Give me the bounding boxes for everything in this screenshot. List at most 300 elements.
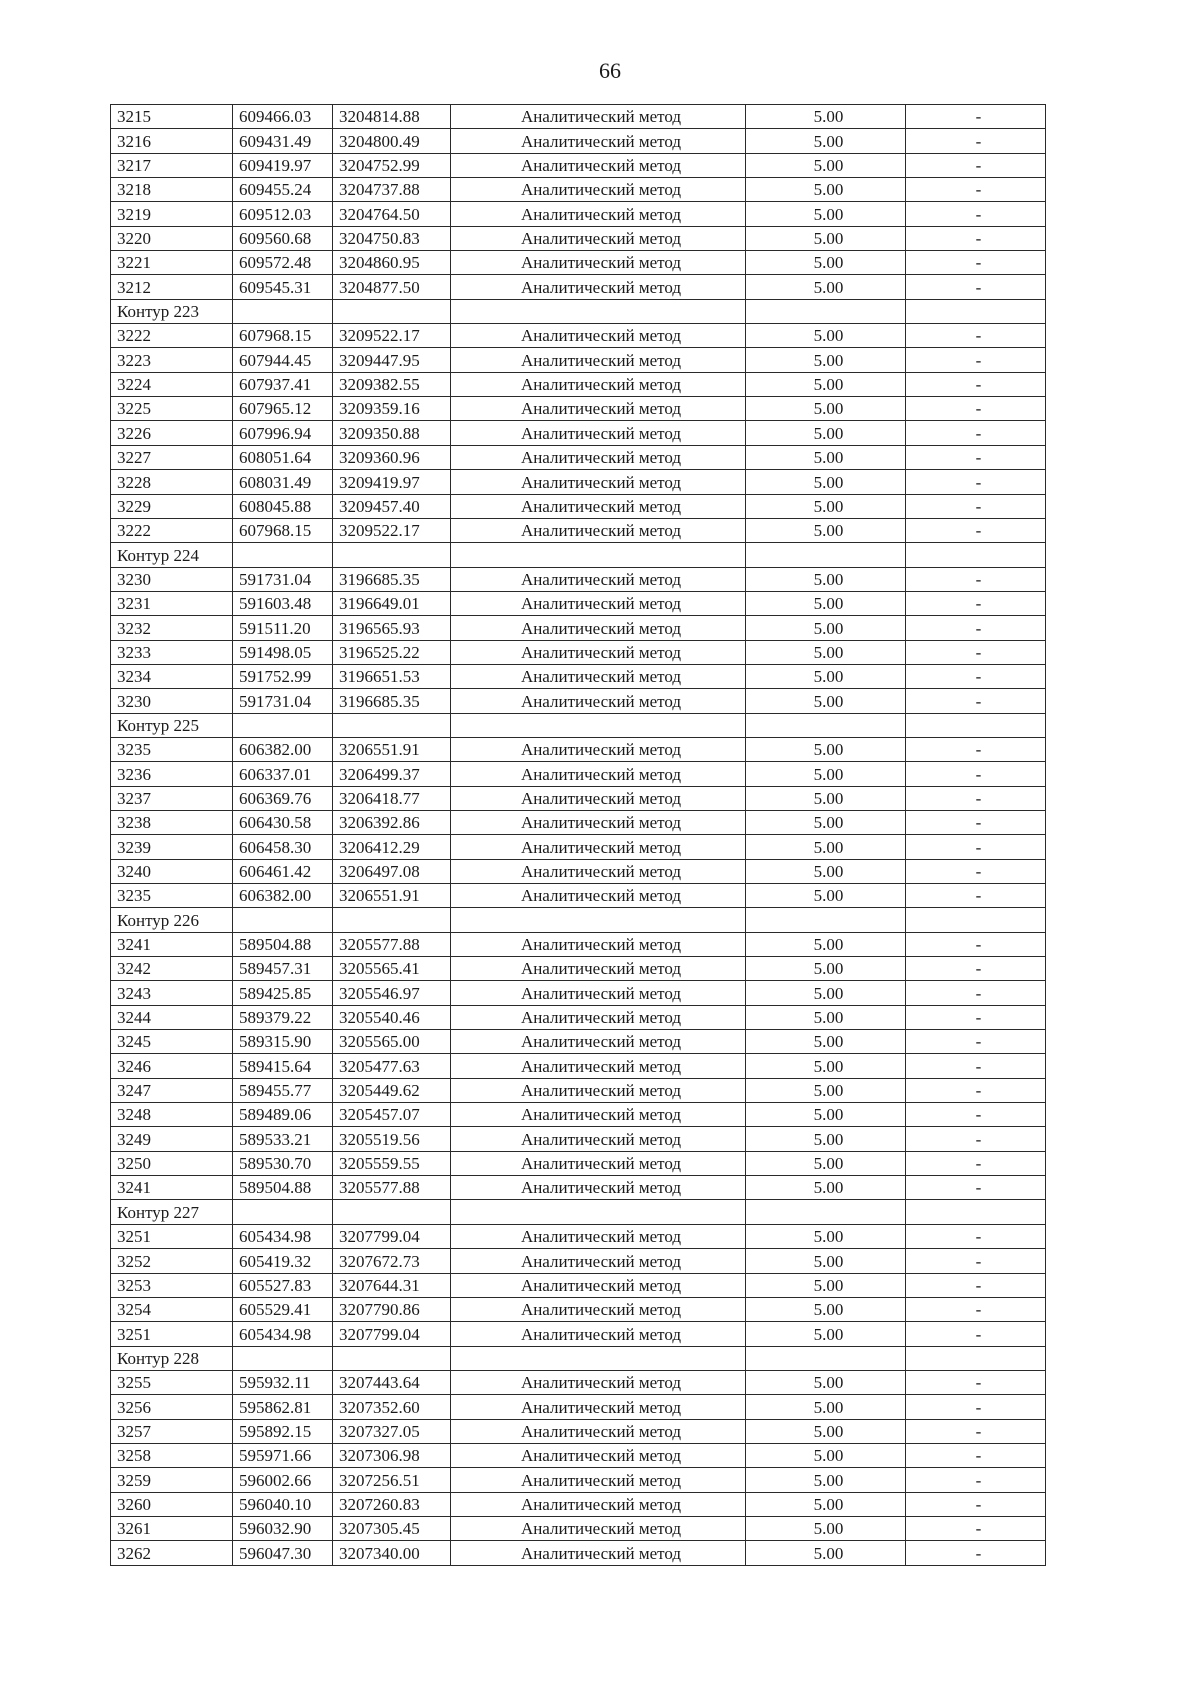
error-cell: 5.00 — [746, 1078, 906, 1102]
x-coordinate-cell: 589504.88 — [233, 932, 333, 956]
empty-cell — [333, 1200, 451, 1224]
table-row — [111, 226, 1046, 250]
method-cell: Аналитический метод — [451, 1127, 746, 1151]
x-coordinate-cell: 607965.12 — [233, 397, 333, 421]
method-cell: Аналитический метод — [451, 1419, 746, 1443]
dash-cell: - — [906, 1297, 1046, 1321]
table-row — [111, 348, 1046, 372]
contour-label: Контур 227 — [111, 1200, 233, 1224]
error-cell: 5.00 — [746, 251, 906, 275]
y-coordinate-cell: 3206551.91 — [333, 737, 451, 761]
contour-header-row — [111, 908, 1046, 932]
point-number-cell: 3253 — [111, 1273, 233, 1297]
dash-cell: - — [906, 251, 1046, 275]
method-cell: Аналитический метод — [451, 494, 746, 518]
x-coordinate-cell: 609455.24 — [233, 178, 333, 202]
table-row — [111, 202, 1046, 226]
dash-cell: - — [906, 1030, 1046, 1054]
error-cell: 5.00 — [746, 348, 906, 372]
y-coordinate-cell: 3204737.88 — [333, 178, 451, 202]
method-cell: Аналитический метод — [451, 737, 746, 761]
point-number-cell: 3235 — [111, 737, 233, 761]
point-number-cell: 3254 — [111, 1297, 233, 1321]
x-coordinate-cell: 607968.15 — [233, 518, 333, 542]
y-coordinate-cell: 3206499.37 — [333, 762, 451, 786]
y-coordinate-cell: 3209522.17 — [333, 518, 451, 542]
method-cell: Аналитический метод — [451, 1054, 746, 1078]
y-coordinate-cell: 3209457.40 — [333, 494, 451, 518]
method-cell: Аналитический метод — [451, 616, 746, 640]
table-row — [111, 1443, 1046, 1467]
point-number-cell: 3251 — [111, 1224, 233, 1248]
point-number-cell: 3222 — [111, 518, 233, 542]
point-number-cell: 3219 — [111, 202, 233, 226]
x-coordinate-cell: 591511.20 — [233, 616, 333, 640]
empty-cell — [233, 908, 333, 932]
y-coordinate-cell: 3205577.88 — [333, 932, 451, 956]
error-cell: 5.00 — [746, 421, 906, 445]
empty-cell — [233, 299, 333, 323]
point-number-cell: 3241 — [111, 1176, 233, 1200]
contour-header-row — [111, 1200, 1046, 1224]
empty-cell — [233, 1200, 333, 1224]
y-coordinate-cell: 3204814.88 — [333, 105, 451, 129]
empty-cell — [906, 299, 1046, 323]
point-number-cell: 3229 — [111, 494, 233, 518]
x-coordinate-cell: 605527.83 — [233, 1273, 333, 1297]
empty-cell — [233, 713, 333, 737]
method-cell: Аналитический метод — [451, 1151, 746, 1175]
table-row — [111, 1103, 1046, 1127]
y-coordinate-cell: 3205559.55 — [333, 1151, 451, 1175]
point-number-cell: 3222 — [111, 324, 233, 348]
y-coordinate-cell: 3209447.95 — [333, 348, 451, 372]
error-cell: 5.00 — [746, 1468, 906, 1492]
empty-cell — [746, 1346, 906, 1370]
method-cell: Аналитический метод — [451, 1030, 746, 1054]
y-coordinate-cell: 3209419.97 — [333, 470, 451, 494]
point-number-cell: 3247 — [111, 1078, 233, 1102]
point-number-cell: 3227 — [111, 445, 233, 469]
empty-cell — [333, 713, 451, 737]
method-cell: Аналитический метод — [451, 397, 746, 421]
error-cell: 5.00 — [746, 884, 906, 908]
y-coordinate-cell: 3207256.51 — [333, 1468, 451, 1492]
table-row — [111, 153, 1046, 177]
empty-cell — [451, 713, 746, 737]
method-cell: Аналитический метод — [451, 835, 746, 859]
x-coordinate-cell: 606382.00 — [233, 737, 333, 761]
x-coordinate-cell: 589415.64 — [233, 1054, 333, 1078]
table-row — [111, 957, 1046, 981]
x-coordinate-cell: 607937.41 — [233, 372, 333, 396]
table-row — [111, 1054, 1046, 1078]
y-coordinate-cell: 3196565.93 — [333, 616, 451, 640]
error-cell: 5.00 — [746, 835, 906, 859]
dash-cell: - — [906, 153, 1046, 177]
table-row — [111, 1468, 1046, 1492]
empty-cell — [233, 543, 333, 567]
y-coordinate-cell: 3206497.08 — [333, 859, 451, 883]
point-number-cell: 3230 — [111, 689, 233, 713]
empty-cell — [746, 713, 906, 737]
table-row — [111, 397, 1046, 421]
dash-cell: - — [906, 372, 1046, 396]
contour-header-row — [111, 543, 1046, 567]
dash-cell: - — [906, 445, 1046, 469]
dash-cell: - — [906, 957, 1046, 981]
table-row — [111, 810, 1046, 834]
point-number-cell: 3216 — [111, 129, 233, 153]
dash-cell: - — [906, 1249, 1046, 1273]
empty-cell — [233, 1346, 333, 1370]
x-coordinate-cell: 591603.48 — [233, 591, 333, 615]
method-cell: Аналитический метод — [451, 1468, 746, 1492]
method-cell: Аналитический метод — [451, 567, 746, 591]
method-cell: Аналитический метод — [451, 445, 746, 469]
x-coordinate-cell: 606430.58 — [233, 810, 333, 834]
x-coordinate-cell: 605419.32 — [233, 1249, 333, 1273]
point-number-cell: 3233 — [111, 640, 233, 664]
x-coordinate-cell: 608051.64 — [233, 445, 333, 469]
dash-cell: - — [906, 567, 1046, 591]
point-number-cell: 3248 — [111, 1103, 233, 1127]
y-coordinate-cell: 3207443.64 — [333, 1370, 451, 1394]
x-coordinate-cell: 607968.15 — [233, 324, 333, 348]
y-coordinate-cell: 3206551.91 — [333, 884, 451, 908]
y-coordinate-cell: 3207340.00 — [333, 1541, 451, 1565]
dash-cell: - — [906, 397, 1046, 421]
contour-label: Контур 228 — [111, 1346, 233, 1370]
table-row — [111, 105, 1046, 129]
dash-cell: - — [906, 835, 1046, 859]
method-cell: Аналитический метод — [451, 664, 746, 688]
dash-cell: - — [906, 129, 1046, 153]
table-row — [111, 1005, 1046, 1029]
x-coordinate-cell: 591752.99 — [233, 664, 333, 688]
table-row — [111, 1030, 1046, 1054]
method-cell: Аналитический метод — [451, 202, 746, 226]
point-number-cell: 3225 — [111, 397, 233, 421]
empty-cell — [906, 908, 1046, 932]
x-coordinate-cell: 609466.03 — [233, 105, 333, 129]
dash-cell: - — [906, 859, 1046, 883]
y-coordinate-cell: 3209382.55 — [333, 372, 451, 396]
point-number-cell: 3257 — [111, 1419, 233, 1443]
dash-cell: - — [906, 226, 1046, 250]
point-number-cell: 3259 — [111, 1468, 233, 1492]
dash-cell: - — [906, 1492, 1046, 1516]
error-cell: 5.00 — [746, 129, 906, 153]
method-cell: Аналитический метод — [451, 1273, 746, 1297]
method-cell: Аналитический метод — [451, 689, 746, 713]
dash-cell: - — [906, 1176, 1046, 1200]
y-coordinate-cell: 3209360.96 — [333, 445, 451, 469]
table-row — [111, 835, 1046, 859]
contour-label: Контур 223 — [111, 299, 233, 323]
method-cell: Аналитический метод — [451, 1297, 746, 1321]
point-number-cell: 3237 — [111, 786, 233, 810]
dash-cell: - — [906, 494, 1046, 518]
error-cell: 5.00 — [746, 567, 906, 591]
method-cell: Аналитический метод — [451, 1103, 746, 1127]
point-number-cell: 3220 — [111, 226, 233, 250]
x-coordinate-cell: 589379.22 — [233, 1005, 333, 1029]
dash-cell: - — [906, 1516, 1046, 1540]
dash-cell: - — [906, 762, 1046, 786]
x-coordinate-cell: 589455.77 — [233, 1078, 333, 1102]
point-number-cell: 3255 — [111, 1370, 233, 1394]
method-cell: Аналитический метод — [451, 470, 746, 494]
error-cell: 5.00 — [746, 762, 906, 786]
error-cell: 5.00 — [746, 1541, 906, 1565]
method-cell: Аналитический метод — [451, 105, 746, 129]
empty-cell — [451, 299, 746, 323]
y-coordinate-cell: 3205519.56 — [333, 1127, 451, 1151]
method-cell: Аналитический метод — [451, 591, 746, 615]
point-number-cell: 3242 — [111, 957, 233, 981]
x-coordinate-cell: 589504.88 — [233, 1176, 333, 1200]
table-row — [111, 884, 1046, 908]
x-coordinate-cell: 609419.97 — [233, 153, 333, 177]
error-cell: 5.00 — [746, 1103, 906, 1127]
contour-label: Контур 225 — [111, 713, 233, 737]
x-coordinate-cell: 609545.31 — [233, 275, 333, 299]
table-row — [111, 1078, 1046, 1102]
y-coordinate-cell: 3207644.31 — [333, 1273, 451, 1297]
y-coordinate-cell: 3205565.00 — [333, 1030, 451, 1054]
dash-cell: - — [906, 664, 1046, 688]
y-coordinate-cell: 3205565.41 — [333, 957, 451, 981]
method-cell: Аналитический метод — [451, 178, 746, 202]
x-coordinate-cell: 605434.98 — [233, 1224, 333, 1248]
point-number-cell: 3262 — [111, 1541, 233, 1565]
x-coordinate-cell: 609560.68 — [233, 226, 333, 250]
method-cell: Аналитический метод — [451, 129, 746, 153]
x-coordinate-cell: 609572.48 — [233, 251, 333, 275]
x-coordinate-cell: 596040.10 — [233, 1492, 333, 1516]
point-number-cell: 3221 — [111, 251, 233, 275]
dash-cell: - — [906, 786, 1046, 810]
table-row — [111, 324, 1046, 348]
y-coordinate-cell: 3206418.77 — [333, 786, 451, 810]
contour-label: Контур 224 — [111, 543, 233, 567]
error-cell: 5.00 — [746, 1273, 906, 1297]
table-body — [111, 105, 1046, 1566]
table-row — [111, 786, 1046, 810]
method-cell: Аналитический метод — [451, 1516, 746, 1540]
y-coordinate-cell: 3209359.16 — [333, 397, 451, 421]
table-row — [111, 275, 1046, 299]
dash-cell: - — [906, 348, 1046, 372]
x-coordinate-cell: 606337.01 — [233, 762, 333, 786]
method-cell: Аналитический метод — [451, 324, 746, 348]
y-coordinate-cell: 3207305.45 — [333, 1516, 451, 1540]
x-coordinate-cell: 608045.88 — [233, 494, 333, 518]
dash-cell: - — [906, 1103, 1046, 1127]
method-cell: Аналитический метод — [451, 518, 746, 542]
coordinates-table-container — [110, 104, 1045, 1566]
empty-cell — [451, 1346, 746, 1370]
dash-cell: - — [906, 884, 1046, 908]
dash-cell: - — [906, 1370, 1046, 1394]
y-coordinate-cell: 3205477.63 — [333, 1054, 451, 1078]
empty-cell — [746, 1200, 906, 1224]
error-cell: 5.00 — [746, 1151, 906, 1175]
y-coordinate-cell: 3207260.83 — [333, 1492, 451, 1516]
point-number-cell: 3238 — [111, 810, 233, 834]
error-cell: 5.00 — [746, 275, 906, 299]
dash-cell: - — [906, 275, 1046, 299]
point-number-cell: 3241 — [111, 932, 233, 956]
empty-cell — [333, 1346, 451, 1370]
empty-cell — [333, 543, 451, 567]
method-cell: Аналитический метод — [451, 1249, 746, 1273]
y-coordinate-cell: 3205457.07 — [333, 1103, 451, 1127]
error-cell: 5.00 — [746, 324, 906, 348]
empty-cell — [906, 1346, 1046, 1370]
empty-cell — [451, 1200, 746, 1224]
x-coordinate-cell: 606461.42 — [233, 859, 333, 883]
y-coordinate-cell: 3204750.83 — [333, 226, 451, 250]
dash-cell: - — [906, 1419, 1046, 1443]
point-number-cell: 3256 — [111, 1395, 233, 1419]
table-row — [111, 1516, 1046, 1540]
y-coordinate-cell: 3204764.50 — [333, 202, 451, 226]
method-cell: Аналитический метод — [451, 1395, 746, 1419]
table-row — [111, 470, 1046, 494]
method-cell: Аналитический метод — [451, 957, 746, 981]
contour-header-row — [111, 1346, 1046, 1370]
method-cell: Аналитический метод — [451, 1443, 746, 1467]
x-coordinate-cell: 591731.04 — [233, 689, 333, 713]
table-row — [111, 445, 1046, 469]
method-cell: Аналитический метод — [451, 1176, 746, 1200]
table-row — [111, 518, 1046, 542]
table-row — [111, 1541, 1046, 1565]
y-coordinate-cell: 3205577.88 — [333, 1176, 451, 1200]
method-cell: Аналитический метод — [451, 932, 746, 956]
error-cell: 5.00 — [746, 957, 906, 981]
point-number-cell: 3217 — [111, 153, 233, 177]
table-row — [111, 737, 1046, 761]
dash-cell: - — [906, 1273, 1046, 1297]
x-coordinate-cell: 609431.49 — [233, 129, 333, 153]
y-coordinate-cell: 3196685.35 — [333, 689, 451, 713]
table-row — [111, 932, 1046, 956]
empty-cell — [333, 908, 451, 932]
y-coordinate-cell: 3209522.17 — [333, 324, 451, 348]
error-cell: 5.00 — [746, 786, 906, 810]
empty-cell — [333, 299, 451, 323]
error-cell: 5.00 — [746, 1054, 906, 1078]
error-cell: 5.00 — [746, 689, 906, 713]
table-row — [111, 762, 1046, 786]
dash-cell: - — [906, 1054, 1046, 1078]
y-coordinate-cell: 3206392.86 — [333, 810, 451, 834]
x-coordinate-cell: 589489.06 — [233, 1103, 333, 1127]
empty-cell — [746, 543, 906, 567]
method-cell: Аналитический метод — [451, 421, 746, 445]
y-coordinate-cell: 3207799.04 — [333, 1322, 451, 1346]
point-number-cell: 3250 — [111, 1151, 233, 1175]
error-cell: 5.00 — [746, 1370, 906, 1394]
point-number-cell: 3230 — [111, 567, 233, 591]
point-number-cell: 3228 — [111, 470, 233, 494]
contour-label: Контур 226 — [111, 908, 233, 932]
empty-cell — [451, 908, 746, 932]
method-cell: Аналитический метод — [451, 640, 746, 664]
y-coordinate-cell: 3196685.35 — [333, 567, 451, 591]
x-coordinate-cell: 589315.90 — [233, 1030, 333, 1054]
error-cell: 5.00 — [746, 518, 906, 542]
point-number-cell: 3246 — [111, 1054, 233, 1078]
x-coordinate-cell: 591731.04 — [233, 567, 333, 591]
point-number-cell: 3252 — [111, 1249, 233, 1273]
dash-cell: - — [906, 1078, 1046, 1102]
error-cell: 5.00 — [746, 1516, 906, 1540]
dash-cell: - — [906, 470, 1046, 494]
dash-cell: - — [906, 981, 1046, 1005]
y-coordinate-cell: 3207327.05 — [333, 1419, 451, 1443]
method-cell: Аналитический метод — [451, 786, 746, 810]
dash-cell: - — [906, 1127, 1046, 1151]
method-cell: Аналитический метод — [451, 1492, 746, 1516]
x-coordinate-cell: 606458.30 — [233, 835, 333, 859]
dash-cell: - — [906, 737, 1046, 761]
x-coordinate-cell: 595932.11 — [233, 1370, 333, 1394]
method-cell: Аналитический метод — [451, 275, 746, 299]
x-coordinate-cell: 605529.41 — [233, 1297, 333, 1321]
dash-cell: - — [906, 810, 1046, 834]
dash-cell: - — [906, 640, 1046, 664]
y-coordinate-cell: 3205546.97 — [333, 981, 451, 1005]
error-cell: 5.00 — [746, 178, 906, 202]
table-row — [111, 1492, 1046, 1516]
y-coordinate-cell: 3207306.98 — [333, 1443, 451, 1467]
point-number-cell: 3258 — [111, 1443, 233, 1467]
error-cell: 5.00 — [746, 591, 906, 615]
x-coordinate-cell: 605434.98 — [233, 1322, 333, 1346]
point-number-cell: 3240 — [111, 859, 233, 883]
point-number-cell: 3236 — [111, 762, 233, 786]
y-coordinate-cell: 3196651.53 — [333, 664, 451, 688]
table-row — [111, 129, 1046, 153]
y-coordinate-cell: 3207672.73 — [333, 1249, 451, 1273]
table-row — [111, 1127, 1046, 1151]
point-number-cell: 3215 — [111, 105, 233, 129]
point-number-cell: 3245 — [111, 1030, 233, 1054]
error-cell: 5.00 — [746, 1492, 906, 1516]
method-cell: Аналитический метод — [451, 810, 746, 834]
y-coordinate-cell: 3207352.60 — [333, 1395, 451, 1419]
table-row — [111, 616, 1046, 640]
dash-cell: - — [906, 324, 1046, 348]
error-cell: 5.00 — [746, 1005, 906, 1029]
coordinates-table — [110, 104, 1046, 1566]
point-number-cell: 3212 — [111, 275, 233, 299]
method-cell: Аналитический метод — [451, 1224, 746, 1248]
table-row — [111, 1419, 1046, 1443]
method-cell: Аналитический метод — [451, 1005, 746, 1029]
method-cell: Аналитический метод — [451, 981, 746, 1005]
x-coordinate-cell: 595971.66 — [233, 1443, 333, 1467]
error-cell: 5.00 — [746, 981, 906, 1005]
x-coordinate-cell: 595862.81 — [233, 1395, 333, 1419]
point-number-cell: 3226 — [111, 421, 233, 445]
dash-cell: - — [906, 1224, 1046, 1248]
method-cell: Аналитический метод — [451, 859, 746, 883]
